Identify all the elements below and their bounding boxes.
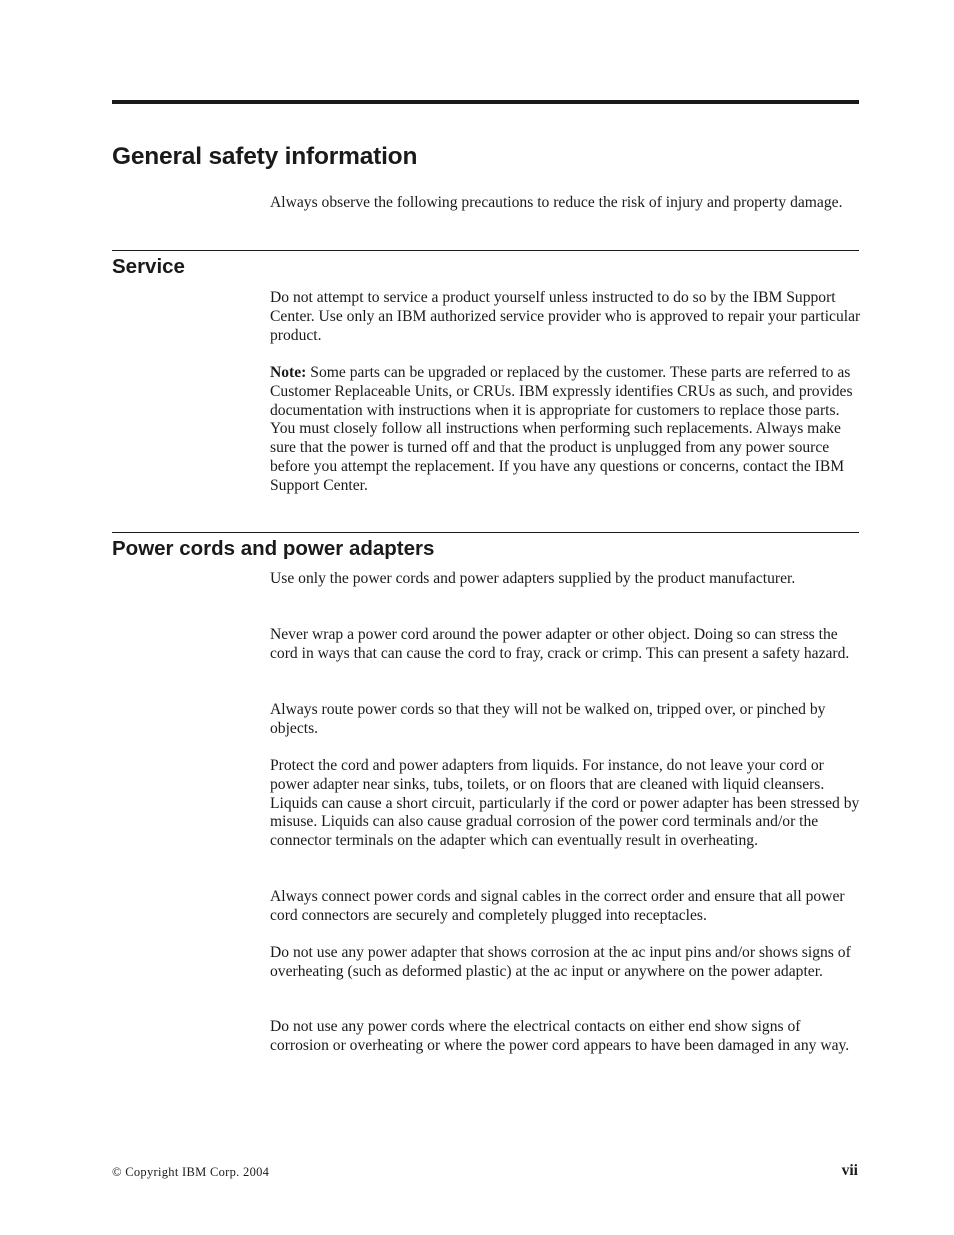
power-divider bbox=[112, 532, 859, 533]
intro-paragraph: Always observe the following precautions to reduce the risk of injury and property damage. bbox=[270, 194, 843, 211]
power-paragraph: Protect the cord and power adapters from liquids. For instance, do not leave your cord or power adapter near sinks, tubs, toilets, or on floors that are cleaned with liquid cleansers. Liquids can cause a short circuit, particularly if the cord or power adapter has been stressed by misuse. Liquids can also cause gradual corrosion of the power cord terminals and/or the connector terminals on the adapter which can eventually result in overheating. bbox=[270, 757, 860, 850]
service-paragraph: Do not attempt to service a product yourself unless instructed to do so by the IBM Support Center. Use only an IBM authorized service provider who is approved to repair your particular product. bbox=[270, 289, 861, 344]
power-paragraph: Do not use any power cords where the electrical contacts on either end show signs of corrosion or overheating or where the power cord appears to have been damaged in any way. bbox=[270, 1018, 850, 1054]
power-paragraph: Never wrap a power cord around the power adapter or other object. Doing so can stress the cord in ways that can cause the cord to fray, crack or crimp. This can present a safety hazard. bbox=[270, 626, 850, 662]
service-heading: Service bbox=[112, 255, 185, 278]
power-paragraph: Always connect power cords and signal cables in the correct order and ensure that all power cord connectors are securely and completely plugged into receptacles. bbox=[270, 888, 845, 924]
service-divider bbox=[112, 250, 859, 251]
power-paragraph: Use only the power cords and power adapters supplied by the product manufacturer. bbox=[270, 570, 796, 587]
page-number: vii bbox=[841, 1162, 858, 1179]
power-paragraph: Always route power cords so that they will not be walked on, tripped over, or pinched by objects. bbox=[270, 701, 826, 737]
footer-copyright: © Copyright IBM Corp. 2004 bbox=[112, 1165, 270, 1179]
power-heading: Power cords and power adapters bbox=[112, 537, 435, 560]
service-note bbox=[270, 364, 861, 496]
page-title: General safety information bbox=[112, 143, 418, 170]
top-divider bbox=[112, 100, 859, 104]
note-text: Some parts can be upgraded or replaced by the customer. These parts are referred to as Customer Replaceable Units, or CRUs. IBM expressly identifies CRUs as such, and provides documentation with instructions when it is appropriate for customers to replace those parts. You must closely follow all instructions when performing such replacements. Always make sure that the power is turned off and that the product is unplugged from any power source before you attempt the replacement. If you have any questions or concerns, contact the IBM Support Center. bbox=[270, 364, 853, 494]
note-label: Note: bbox=[270, 364, 307, 381]
power-paragraph: Do not use any power adapter that shows corrosion at the ac input pins and/or shows signs of overheating (such as deformed plastic) at the ac input or anywhere on the power adapter. bbox=[270, 944, 851, 980]
